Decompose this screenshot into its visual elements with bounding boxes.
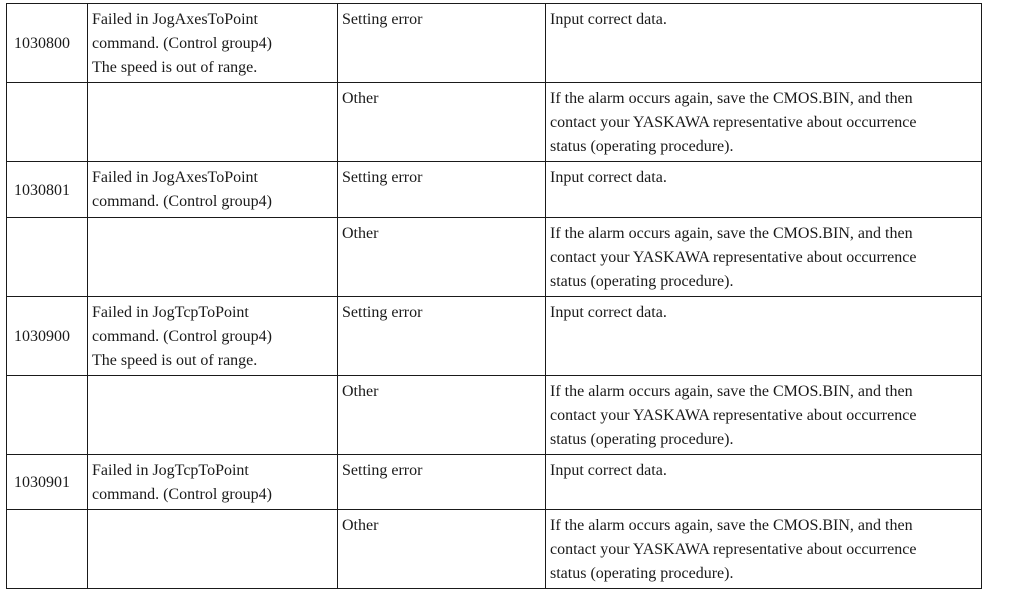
description-line: command. (Control group4) (92, 35, 272, 52)
description-line: Failed in JogTcpToPoint (92, 462, 249, 479)
remedy-line: contact your YASKAWA representative about occurrence (550, 407, 917, 424)
alarm-code (7, 510, 88, 589)
table-row (7, 218, 982, 297)
alarm-code (7, 376, 88, 455)
alarm-description (88, 83, 338, 162)
alarm-remedy (546, 510, 982, 589)
alarm-remedy (546, 218, 982, 297)
alarm-cause: Setting error (338, 455, 546, 510)
description-line: command. (Control group4) (92, 486, 272, 503)
remedy-line: If the alarm occurs again, save the CMOS.BIN, and then (550, 225, 913, 242)
remedy-line: status (operating procedure). (550, 565, 734, 582)
remedy-line: contact your YASKAWA representative about occurrence (550, 541, 917, 558)
alarm-description (88, 297, 338, 376)
alarm-cause: Setting error (338, 162, 546, 218)
description-line: Failed in JogAxesToPoint (92, 169, 258, 186)
table-row (7, 4, 982, 83)
alarm-cause: Setting error (338, 4, 546, 83)
remedy-line: If the alarm occurs again, save the CMOS.BIN, and then (550, 90, 913, 107)
description-line: The speed is out of range. (92, 352, 258, 369)
description-line: command. (Control group4) (92, 193, 272, 210)
table-row (7, 162, 982, 218)
table-row (7, 455, 982, 510)
description-line: Failed in JogAxesToPoint (92, 11, 258, 28)
alarm-cause: Other (338, 218, 546, 297)
remedy-line: status (operating procedure). (550, 431, 734, 448)
remedy-line: status (operating procedure). (550, 273, 734, 290)
alarm-remedy (546, 4, 982, 83)
alarm-description (88, 510, 338, 589)
table-row (7, 83, 982, 162)
alarm-table (6, 3, 982, 589)
alarm-description (88, 376, 338, 455)
remedy-line: contact your YASKAWA representative about occurrence (550, 249, 917, 266)
remedy-line: contact your YASKAWA representative about occurrence (550, 114, 917, 131)
alarm-code: 1030901 (7, 455, 88, 510)
table-row (7, 376, 982, 455)
remedy-line: Input correct data. (550, 462, 667, 479)
alarm-remedy (546, 455, 982, 510)
alarm-remedy (546, 376, 982, 455)
alarm-description (88, 455, 338, 510)
alarm-remedy (546, 83, 982, 162)
remedy-line: Input correct data. (550, 304, 667, 321)
alarm-code (7, 218, 88, 297)
description-line: Failed in JogTcpToPoint (92, 304, 249, 321)
alarm-code: 1030900 (7, 297, 88, 376)
alarm-cause: Setting error (338, 297, 546, 376)
alarm-remedy (546, 297, 982, 376)
description-line: The speed is out of range. (92, 59, 258, 76)
alarm-code: 1030800 (7, 4, 88, 83)
alarm-cause: Other (338, 376, 546, 455)
remedy-line: status (operating procedure). (550, 138, 734, 155)
description-line: command. (Control group4) (92, 328, 272, 345)
table-row (7, 297, 982, 376)
remedy-line: If the alarm occurs again, save the CMOS.BIN, and then (550, 517, 913, 534)
alarm-code: 1030801 (7, 162, 88, 218)
alarm-description (88, 218, 338, 297)
alarm-cause: Other (338, 510, 546, 589)
remedy-line: Input correct data. (550, 169, 667, 186)
alarm-description (88, 4, 338, 83)
remedy-line: If the alarm occurs again, save the CMOS.BIN, and then (550, 383, 913, 400)
table-row (7, 510, 982, 589)
alarm-description (88, 162, 338, 218)
alarm-cause: Other (338, 83, 546, 162)
alarm-code (7, 83, 88, 162)
remedy-line: Input correct data. (550, 11, 667, 28)
alarm-remedy (546, 162, 982, 218)
